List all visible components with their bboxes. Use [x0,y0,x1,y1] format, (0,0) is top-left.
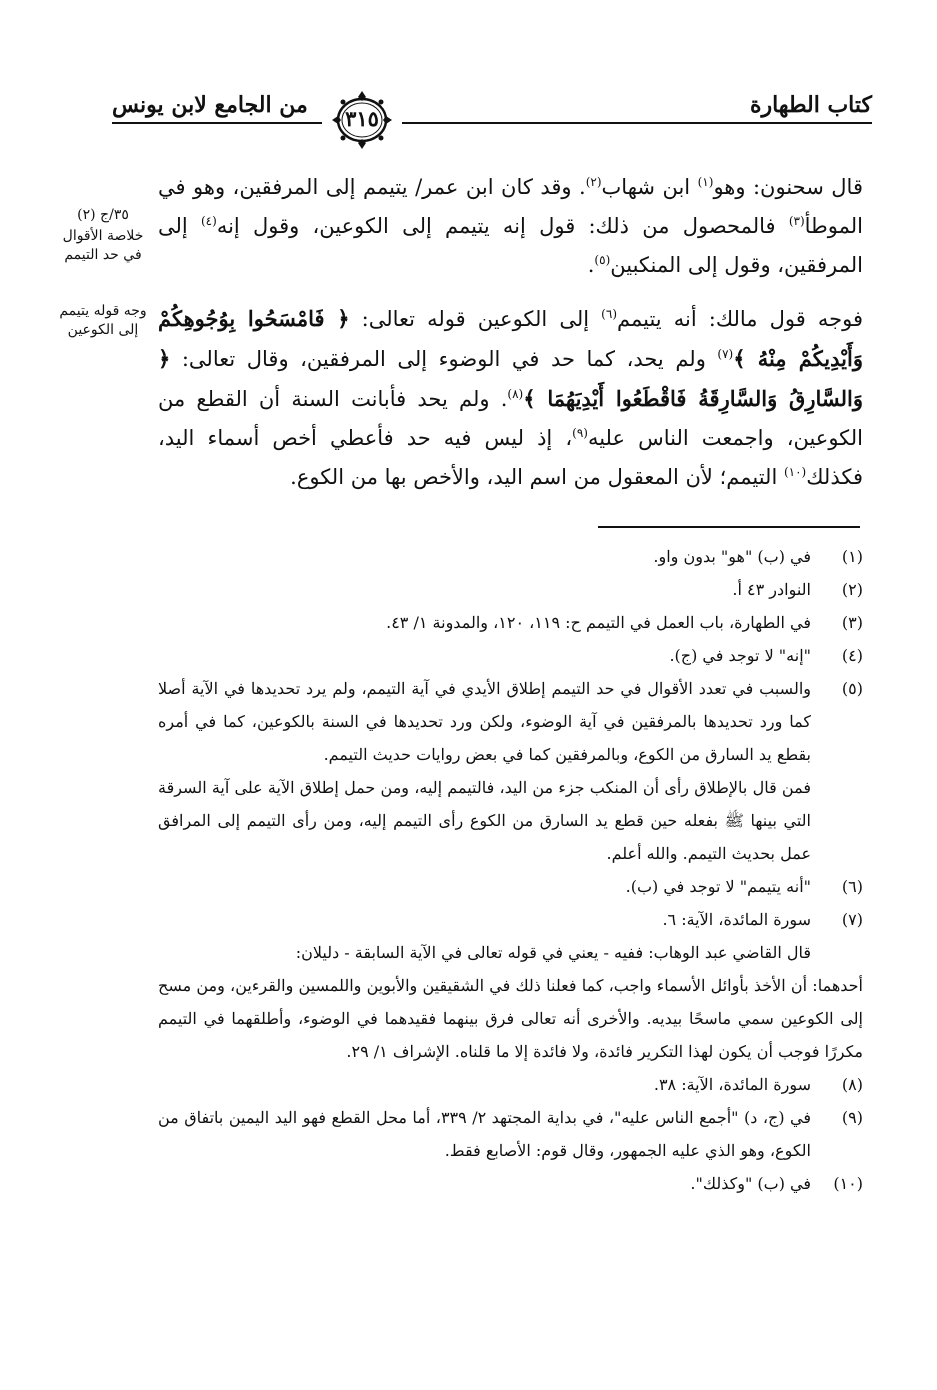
paragraph-2 [158,299,863,497]
footnote-separator [598,526,860,528]
footnote-ref: (٥) [594,253,611,267]
footnote [158,606,863,639]
footnote [158,540,863,573]
footnote-text: سورة المائدة، الآية: ٣٨. [653,1075,811,1094]
header-rule-right [402,122,872,124]
footnote-number: (٢) [841,580,863,599]
page-header [112,88,872,152]
footnote-number: (١٠) [833,1174,863,1193]
footnote-ref: (٢) [585,175,602,189]
footnote-text: في الطهارة، باب العمل في التيمم ح: ١١٩، ١٢٠، والمدونة ١/ ٤٣. [386,613,811,632]
main-text [158,168,863,511]
footnote-number: (٩) [841,1108,863,1127]
margin-ref: ٣٥/ج (٢) [77,207,129,223]
footnotes [158,540,863,1200]
footnote-number: (١) [841,547,863,566]
footnote-number: (٣) [841,613,863,632]
quran-quote: ﴿ وَالسَّارِقُ وَالسَّارِقَةُ فَاقْطَعُوا أَيْدِيَهُمَا ﴾ [158,346,863,411]
footnote-text: "إنه" لا توجد في (ج). [669,646,811,665]
footnote-ref: (٦) [601,307,617,321]
footnote-text: في (ب) "وكذلك". [690,1174,811,1193]
footnote [158,672,863,771]
footnote-ref: (٨) [507,387,524,401]
quran-quote: ﴿ فَامْسَحُوا بِوُجُوهِكُمْ وَأَيْدِيكُمْ مِنْهُ ﴾ [158,306,863,371]
text-run: ابن شهاب [601,175,698,199]
text-run: فالمحصول من ذلك: قول إنه يتيمم إلى الكوعين، وقول إنه [216,214,789,238]
footnote [158,1167,863,1200]
footnote-text: النوادر ٤٣ أ. [732,580,811,599]
footnote-text: في (ب) "هو" بدون واو. [653,547,811,566]
footnote-ref: (٩) [572,426,588,440]
footnote-ref: (٤) [200,214,217,228]
margin-note: وجه قوله يتيمم إلى الكوعين [59,303,147,338]
footnote [158,639,863,672]
text-run: إلى الكوعين قوله تعالى: [349,307,602,331]
paragraph-1 [158,168,863,285]
work-title: من الجامع لابن يونس [112,92,308,118]
header-rule-left [112,122,322,124]
footnote-ref: (١٠) [783,465,807,479]
footnote-ref: (٣) [788,214,805,228]
footnote-text: والسبب في تعدد الأقوال في حد التيمم إطلاق الأيدي في آية التيمم، ولم يرد تحديدها في الآية أصلا كما ورد تحديدها بالمرفقين في آية الوضوء، ولكن ورد تحديدها في السنة بالكوعين، كما في أمره بقطع يد السارق من الكوع، وبالمرفقين كما في بعض روايات حديث التيمم. [158,679,811,764]
footnote-text: "أنه يتيمم" لا توجد في (ب). [625,877,811,896]
text-run: التيمم؛ لأن المعقول من اسم اليد، والأخص بها من الكوع. [290,465,784,489]
text-run: إلى المرفقين، وقول إلى المنكبين [158,214,863,277]
text-run: قال سحنون: وهو [713,175,863,199]
footnote-ref: (١) [697,175,714,189]
footnote-number: (٨) [841,1075,863,1094]
footnote-number: (٧) [841,910,863,929]
text-run: . وقد كان ابن عمر/ يتيمم إلى المرفقين، وهو في الموطأ [158,175,863,238]
footnote-continuation: أحدهما: أن الأخذ بأوائل الأسماء واجب، كما فعلنا ذلك في الشقيقين والأبوين واللمسين والقرءين، ومن مسح إلى الكوعين سمي ماسحًا بيديه. والأخرى أنه تعالى فرق بينهما فقيدهما في الوضوء، وأطلقهما في التيمم مكررًا فوجب أن يكون لهذا التكرير فائدة، ولا فائدة إلا ما قلناه. الإشراف ١/ ٢٩. [158,976,863,1061]
text-run: . [587,253,595,277]
footnote-continuation: فمن قال بالإطلاق رأى أن المنكب جزء من اليد، فالتيمم إليه، ومن حمل إطلاق الآية على آية السرقة التي بينها ﷺ بفعله حين قطع يد السارق من الكوع رأى التيمم إليه، ومن رأى التيمم إلى المرافق عمل بحديث التيمم. والله أعلم. [158,778,811,863]
text-run: ، إذ ليس فيه حد فأعطي أخص أسماء اليد، فكذلك [158,426,863,489]
footnote [158,573,863,606]
footnote [158,1101,863,1167]
footnote-text: في (ج، د) "أجمع الناس عليه"، في بداية المجتهد ٢/ ٣٣٩، أما محل القطع فهو اليد اليمين باتفاق من الكوع، وهو الذي عليه الجمهور، وقال قوم: الأصابع فقط. [158,1108,811,1160]
footnote-text: سورة المائدة، الآية: ٦. [662,910,811,929]
footnote [158,870,863,903]
page-number-ornament [329,88,395,152]
text-run: فوجه قول مالك: أنه يتيمم [617,307,863,331]
footnote [158,903,863,936]
footnote-continuation: قال القاضي عبد الوهاب: ففيه - يعني في قوله تعالى في الآية السابقة - دليلان: [295,943,811,962]
text-run: ولم يحد، كما حد في الوضوء إلى المرفقين، وقال تعالى: [170,347,718,371]
footnote-ref: (٧) [717,347,734,361]
text-run: . ولم يحد فأبانت السنة أن القطع من الكوعين، واجمعت الناس عليه [158,387,863,450]
footnote-number: (٤) [841,646,863,665]
book-title: كتاب الطهارة [749,92,872,118]
footnote-number: (٦) [841,877,863,896]
page-number: ٣١٥ [345,106,379,131]
footnote-number: (٥) [841,679,863,698]
footnote [158,1068,863,1101]
margin-heading: خلاصة الأقوال في حد التيمم [62,228,144,263]
